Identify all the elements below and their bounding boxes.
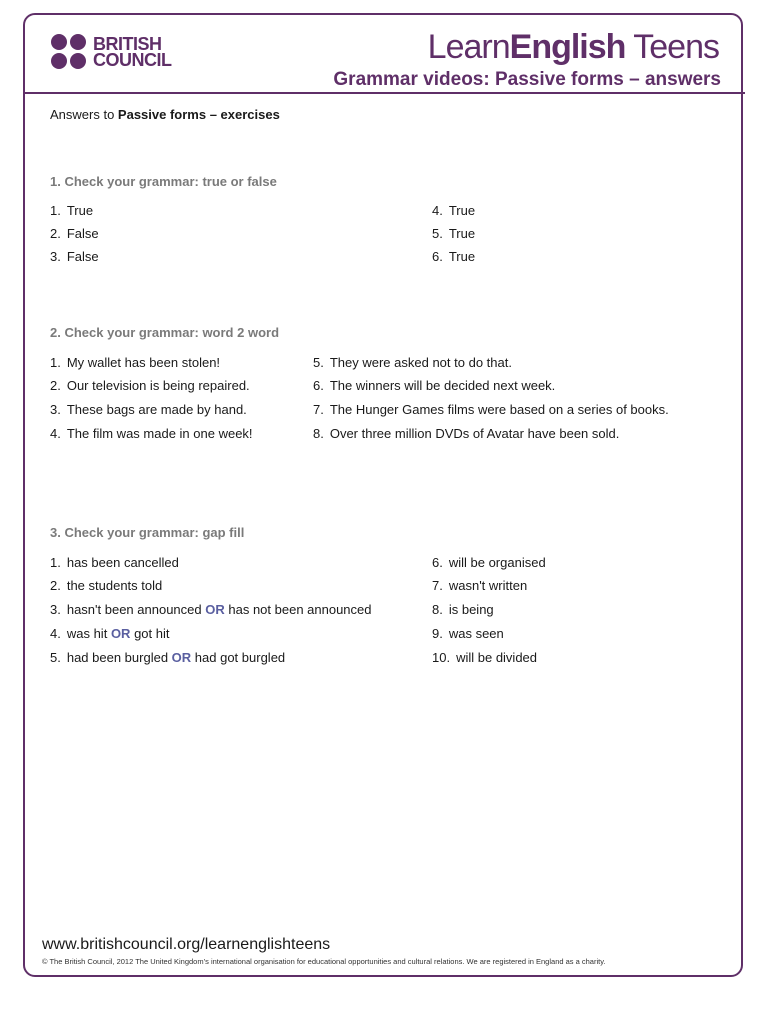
header-divider (23, 92, 745, 94)
footer-url-link[interactable]: www.britishcouncil.org/learnenglishteens (42, 936, 331, 953)
or-keyword: OR (110, 626, 131, 641)
page-frame (23, 13, 743, 977)
brand-part1: Learn (427, 28, 510, 66)
list-item: 3. False (50, 249, 99, 264)
list-item: 5. had been burgled OR had got burgled (50, 650, 286, 665)
list-item: 6. will be organised (432, 555, 546, 570)
logo-line1: BRITISH (93, 34, 162, 54)
logo-text (93, 36, 172, 68)
footer-copyright: © The British Council, 2012 The United Kingdom’s international organisation for educational opportunities and cultural relations. We are registered in England as a charity. (42, 957, 606, 966)
list-item: 7. The Hunger Games films were based on a series of books. (313, 402, 669, 417)
list-item: 8. is being (432, 602, 494, 617)
list-item: 3. These bags are made by hand. (50, 402, 247, 417)
brand-part3: Teens (625, 28, 719, 66)
page-title: Grammar videos: Passive forms – answers (333, 69, 721, 90)
section2-heading: 2. Check your grammar: word 2 word (50, 325, 280, 340)
list-item: 2. False (50, 226, 99, 241)
intro-exercise-title: Passive forms – exercises (117, 107, 280, 122)
british-council-logo (51, 34, 172, 70)
logo-line2: COUNCIL (93, 50, 172, 70)
list-item: 7. wasn't written (432, 578, 528, 593)
or-keyword: OR (205, 602, 225, 617)
list-item: 4. was hit OR got hit (50, 626, 170, 641)
list-item: 10. will be divided (432, 650, 538, 665)
list-item: 9. was seen (432, 626, 504, 641)
list-item: 1. has been cancelled (50, 555, 179, 570)
list-item: 4. True (432, 203, 476, 218)
list-item: 1. My wallet has been stolen! (50, 355, 221, 370)
list-item: 4. The film was made in one week! (50, 426, 253, 441)
learnenglish-teens-logo (428, 28, 719, 67)
list-item: 6. True (432, 249, 476, 264)
list-item: 2. the students told (50, 578, 163, 593)
list-item: 1. True (50, 203, 94, 218)
logo-dots-icon (51, 34, 89, 70)
section1-heading: 1. Check your grammar: true or false (50, 174, 277, 189)
list-item: 2. Our television is being repaired. (50, 378, 250, 393)
list-item: 5. They were asked not to do that. (313, 355, 512, 370)
or-keyword: OR (171, 650, 192, 665)
list-item: 8. Over three million DVDs of Avatar have been sold. (313, 426, 620, 441)
list-item: 3. hasn't been announced OR has not been announced (50, 602, 372, 617)
list-item: 6. The winners will be decided next week. (313, 378, 556, 393)
intro-line (50, 107, 280, 122)
intro-prefix: Answers to (50, 107, 118, 122)
brand-part2: English (509, 28, 626, 66)
section3-heading: 3. Check your grammar: gap fill (50, 525, 245, 540)
list-item: 5. True (432, 226, 476, 241)
